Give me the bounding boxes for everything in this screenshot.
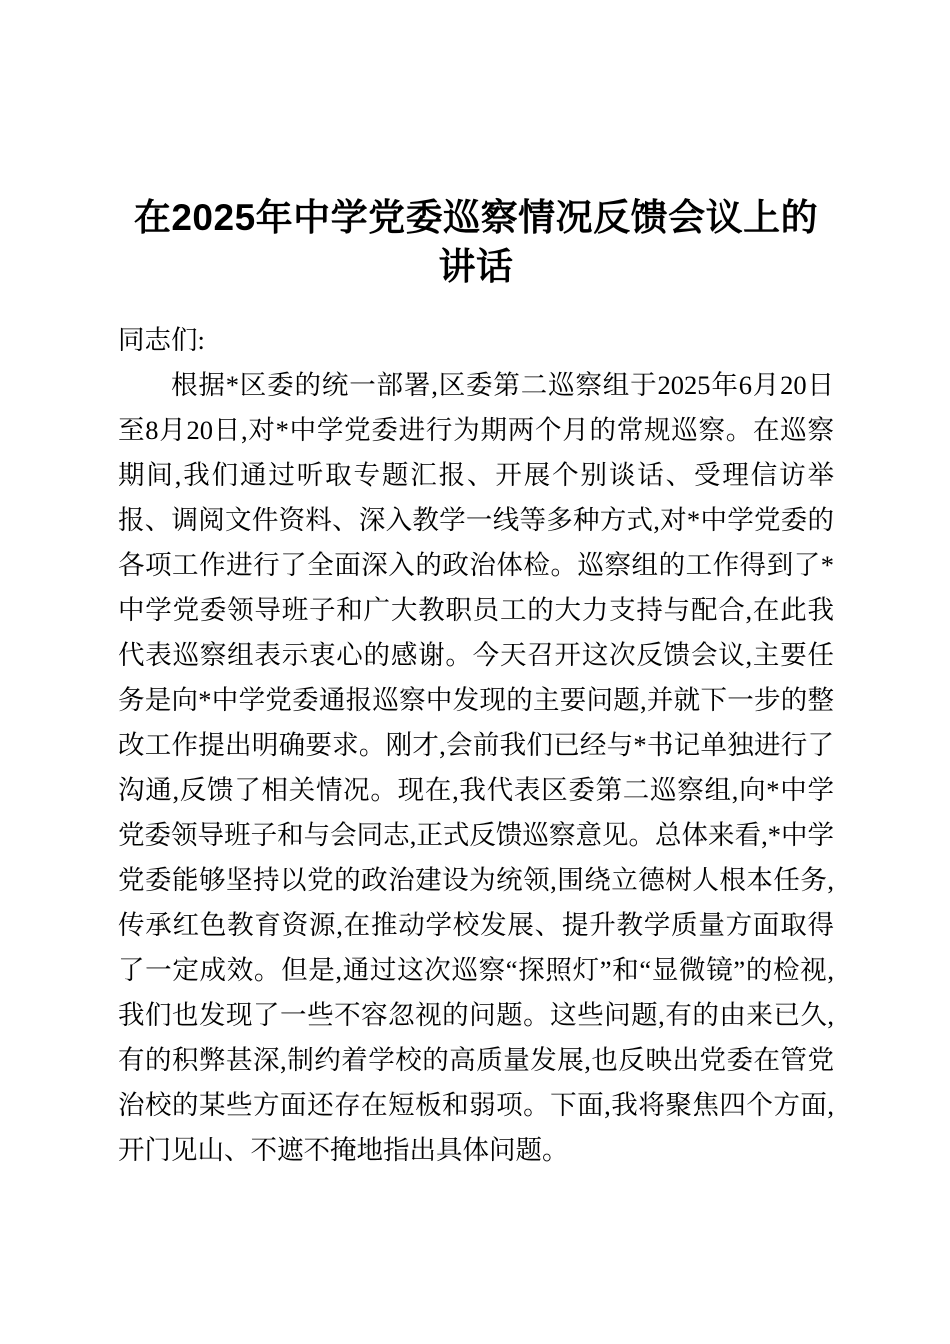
document-body [118,318,834,1173]
body-paragraph-1: 根据*区委的统一部署,区委第二巡察组于2025年6月20日至8月20日,对*中学党委进行为期两个月的常规巡察。在巡察期间,我们通过听取专题汇报、开展个别谈话、受理信访举报、调阅文件资料、深入教学一线等多种方式,对*中学党委的各项工作进行了全面深入的政治体检。巡察组的工作得到了*中学党委领导班子和广大教职员工的大力支持与配合,在此我代表巡察组表示衷心的感谢。今天召开这次反馈会议,主要任务是向*中学党委通报巡察中发现的主要问题,并就下一步的整改工作提出明确要求。刚才,会前我们已经与*书记单独进行了沟通,反馈了相关情况。现在,我代表区委第二巡察组,向*中学党委领导班子和与会同志,正式反馈巡察意见。总体来看,*中学党委能够坚持以党的政治建设为统领,围绕立德树人根本任务,传承红色教育资源,在推动学校发展、提升教学质量方面取得了一定成效。但是,通过这次巡察“探照灯”和“显微镜”的检视,我们也发现了一些不容忽视的问题。这些问题,有的由来已久,有的积弊甚深,制约着学校的高质量发展,也反映出党委在管党治校的某些方面还存在短板和弱项。下面,我将聚焦四个方面,开门见山、不遮不掩地指出具体问题。 [118,370,834,1165]
salutation: 同志们: [118,325,205,355]
page-title: 在2025年中学党委巡察情况反馈会议上的讲话 [133,196,819,287]
